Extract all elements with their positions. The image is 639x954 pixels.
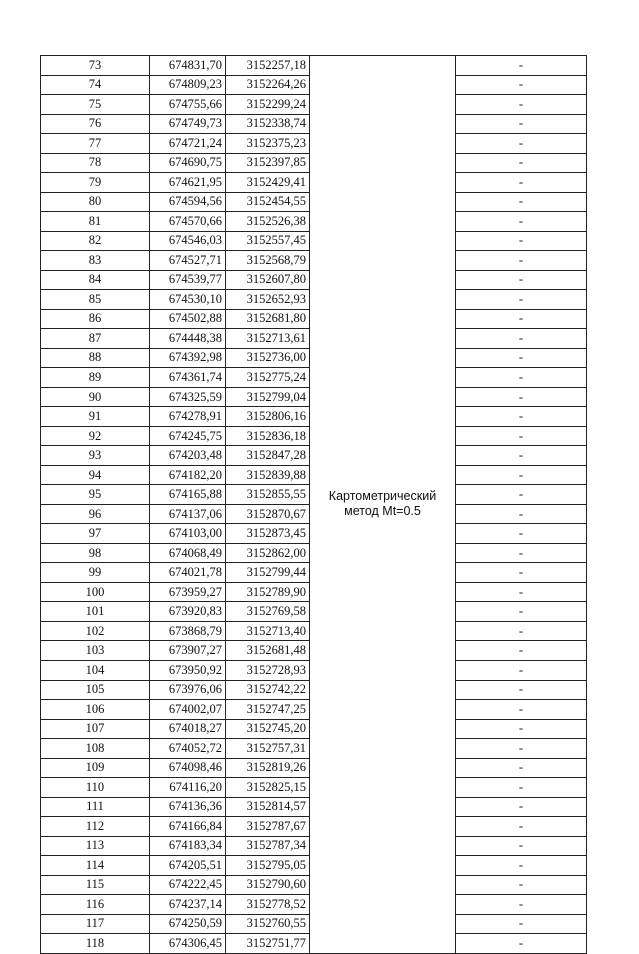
note-cell: -	[456, 465, 587, 485]
x-coordinate-cell: 674018,27	[150, 719, 226, 739]
y-coordinate-cell: 3152713,40	[226, 621, 310, 641]
x-coordinate-cell: 673976,06	[150, 680, 226, 700]
note-cell: -	[456, 348, 587, 368]
x-coordinate-cell: 674448,38	[150, 329, 226, 349]
point-number-cell: 99	[41, 563, 150, 583]
point-number-cell: 116	[41, 895, 150, 915]
x-coordinate-cell: 674245,75	[150, 426, 226, 446]
x-coordinate-cell: 674527,71	[150, 251, 226, 271]
y-coordinate-cell: 3152847,28	[226, 446, 310, 466]
x-coordinate-cell: 674182,20	[150, 465, 226, 485]
x-coordinate-cell: 674103,00	[150, 524, 226, 544]
point-number-cell: 95	[41, 485, 150, 505]
point-number-cell: 112	[41, 817, 150, 837]
y-coordinate-cell: 3152789,90	[226, 582, 310, 602]
note-cell: -	[456, 426, 587, 446]
note-cell: -	[456, 582, 587, 602]
note-cell: -	[456, 192, 587, 212]
point-number-cell: 110	[41, 778, 150, 798]
point-number-cell: 86	[41, 309, 150, 329]
note-cell: -	[456, 758, 587, 778]
note-cell: -	[456, 602, 587, 622]
point-number-cell: 96	[41, 504, 150, 524]
x-coordinate-cell: 674749,73	[150, 114, 226, 134]
x-coordinate-cell: 674721,24	[150, 134, 226, 154]
x-coordinate-cell: 674165,88	[150, 485, 226, 505]
y-coordinate-cell: 3152819,26	[226, 758, 310, 778]
x-coordinate-cell: 674594,56	[150, 192, 226, 212]
x-coordinate-cell: 674831,70	[150, 56, 226, 76]
point-number-cell: 108	[41, 739, 150, 759]
point-number-cell: 118	[41, 934, 150, 954]
y-coordinate-cell: 3152760,55	[226, 914, 310, 934]
point-number-cell: 106	[41, 700, 150, 720]
note-cell: -	[456, 368, 587, 388]
note-cell: -	[456, 895, 587, 915]
point-number-cell: 87	[41, 329, 150, 349]
note-cell: -	[456, 309, 587, 329]
point-number-cell: 81	[41, 212, 150, 232]
y-coordinate-cell: 3152526,38	[226, 212, 310, 232]
note-cell: -	[456, 387, 587, 407]
y-coordinate-cell: 3152787,34	[226, 836, 310, 856]
y-coordinate-cell: 3152257,18	[226, 56, 310, 76]
note-cell: -	[456, 56, 587, 76]
point-number-cell: 103	[41, 641, 150, 661]
x-coordinate-cell: 674546,03	[150, 231, 226, 251]
point-number-cell: 75	[41, 95, 150, 115]
note-cell: -	[456, 329, 587, 349]
x-coordinate-cell: 674690,75	[150, 153, 226, 173]
y-coordinate-cell: 3152799,04	[226, 387, 310, 407]
x-coordinate-cell: 674183,34	[150, 836, 226, 856]
point-number-cell: 100	[41, 582, 150, 602]
x-coordinate-cell: 674237,14	[150, 895, 226, 915]
point-number-cell: 109	[41, 758, 150, 778]
point-number-cell: 102	[41, 621, 150, 641]
y-coordinate-cell: 3152375,23	[226, 134, 310, 154]
y-coordinate-cell: 3152839,88	[226, 465, 310, 485]
x-coordinate-cell: 674002,07	[150, 700, 226, 720]
point-number-cell: 78	[41, 153, 150, 173]
y-coordinate-cell: 3152568,79	[226, 251, 310, 271]
x-coordinate-cell: 674278,91	[150, 407, 226, 427]
x-coordinate-cell: 674052,72	[150, 739, 226, 759]
point-number-cell: 79	[41, 173, 150, 193]
point-number-cell: 73	[41, 56, 150, 76]
note-cell: -	[456, 407, 587, 427]
point-number-cell: 98	[41, 543, 150, 563]
y-coordinate-cell: 3152454,55	[226, 192, 310, 212]
point-number-cell: 107	[41, 719, 150, 739]
point-number-cell: 90	[41, 387, 150, 407]
x-coordinate-cell: 674166,84	[150, 817, 226, 837]
x-coordinate-cell: 673959,27	[150, 582, 226, 602]
y-coordinate-cell: 3152338,74	[226, 114, 310, 134]
y-coordinate-cell: 3152757,31	[226, 739, 310, 759]
point-number-cell: 114	[41, 856, 150, 876]
x-coordinate-cell: 674306,45	[150, 934, 226, 954]
point-number-cell: 92	[41, 426, 150, 446]
point-number-cell: 117	[41, 914, 150, 934]
note-cell: -	[456, 934, 587, 954]
y-coordinate-cell: 3152769,58	[226, 602, 310, 622]
note-cell: -	[456, 797, 587, 817]
x-coordinate-cell: 674250,59	[150, 914, 226, 934]
coordinates-table	[40, 55, 587, 954]
y-coordinate-cell: 3152778,52	[226, 895, 310, 915]
note-cell: -	[456, 446, 587, 466]
y-coordinate-cell: 3152607,80	[226, 270, 310, 290]
point-number-cell: 85	[41, 290, 150, 310]
y-coordinate-cell: 3152397,85	[226, 153, 310, 173]
x-coordinate-cell: 674502,88	[150, 309, 226, 329]
note-cell: -	[456, 290, 587, 310]
table-row	[41, 56, 587, 76]
note-cell: -	[456, 153, 587, 173]
y-coordinate-cell: 3152775,24	[226, 368, 310, 388]
point-number-cell: 93	[41, 446, 150, 466]
y-coordinate-cell: 3152795,05	[226, 856, 310, 876]
y-coordinate-cell: 3152814,57	[226, 797, 310, 817]
x-coordinate-cell: 674021,78	[150, 563, 226, 583]
note-cell: -	[456, 719, 587, 739]
note-cell: -	[456, 875, 587, 895]
x-coordinate-cell: 674098,46	[150, 758, 226, 778]
x-coordinate-cell: 674203,48	[150, 446, 226, 466]
point-number-cell: 115	[41, 875, 150, 895]
note-cell: -	[456, 212, 587, 232]
note-cell: -	[456, 485, 587, 505]
y-coordinate-cell: 3152742,22	[226, 680, 310, 700]
note-cell: -	[456, 75, 587, 95]
note-cell: -	[456, 680, 587, 700]
x-coordinate-cell: 674621,95	[150, 173, 226, 193]
x-coordinate-cell: 674137,06	[150, 504, 226, 524]
x-coordinate-cell: 674222,45	[150, 875, 226, 895]
y-coordinate-cell: 3152652,93	[226, 290, 310, 310]
x-coordinate-cell: 673868,79	[150, 621, 226, 641]
y-coordinate-cell: 3152713,61	[226, 329, 310, 349]
note-cell: -	[456, 270, 587, 290]
x-coordinate-cell: 673920,83	[150, 602, 226, 622]
point-number-cell: 77	[41, 134, 150, 154]
y-coordinate-cell: 3152870,67	[226, 504, 310, 524]
y-coordinate-cell: 3152429,41	[226, 173, 310, 193]
x-coordinate-cell: 674361,74	[150, 368, 226, 388]
note-cell: -	[456, 251, 587, 271]
note-cell: -	[456, 231, 587, 251]
point-number-cell: 94	[41, 465, 150, 485]
note-cell: -	[456, 856, 587, 876]
y-coordinate-cell: 3152873,45	[226, 524, 310, 544]
point-number-cell: 97	[41, 524, 150, 544]
point-number-cell: 101	[41, 602, 150, 622]
note-cell: -	[456, 543, 587, 563]
point-number-cell: 80	[41, 192, 150, 212]
x-coordinate-cell: 674539,77	[150, 270, 226, 290]
y-coordinate-cell: 3152681,80	[226, 309, 310, 329]
coordinates-table-body	[41, 56, 587, 954]
y-coordinate-cell: 3152681,48	[226, 641, 310, 661]
point-number-cell: 91	[41, 407, 150, 427]
y-coordinate-cell: 3152836,18	[226, 426, 310, 446]
y-coordinate-cell: 3152855,55	[226, 485, 310, 505]
point-number-cell: 83	[41, 251, 150, 271]
y-coordinate-cell: 3152825,15	[226, 778, 310, 798]
point-number-cell: 74	[41, 75, 150, 95]
y-coordinate-cell: 3152728,93	[226, 660, 310, 680]
note-cell: -	[456, 173, 587, 193]
point-number-cell: 82	[41, 231, 150, 251]
note-cell: -	[456, 504, 587, 524]
x-coordinate-cell: 674205,51	[150, 856, 226, 876]
y-coordinate-cell: 3152745,20	[226, 719, 310, 739]
y-coordinate-cell: 3152862,00	[226, 543, 310, 563]
note-cell: -	[456, 134, 587, 154]
x-coordinate-cell: 674116,20	[150, 778, 226, 798]
note-cell: -	[456, 660, 587, 680]
point-number-cell: 84	[41, 270, 150, 290]
x-coordinate-cell: 674136,36	[150, 797, 226, 817]
y-coordinate-cell: 3152790,60	[226, 875, 310, 895]
note-cell: -	[456, 621, 587, 641]
x-coordinate-cell: 674530,10	[150, 290, 226, 310]
y-coordinate-cell: 3152264,26	[226, 75, 310, 95]
note-cell: -	[456, 778, 587, 798]
note-cell: -	[456, 95, 587, 115]
point-number-cell: 88	[41, 348, 150, 368]
y-coordinate-cell: 3152787,67	[226, 817, 310, 837]
point-number-cell: 76	[41, 114, 150, 134]
point-number-cell: 104	[41, 660, 150, 680]
note-cell: -	[456, 739, 587, 759]
x-coordinate-cell: 674325,59	[150, 387, 226, 407]
x-coordinate-cell: 673907,27	[150, 641, 226, 661]
y-coordinate-cell: 3152299,24	[226, 95, 310, 115]
x-coordinate-cell: 674392,98	[150, 348, 226, 368]
y-coordinate-cell: 3152557,45	[226, 231, 310, 251]
point-number-cell: 113	[41, 836, 150, 856]
note-cell: -	[456, 563, 587, 583]
note-cell: -	[456, 641, 587, 661]
note-cell: -	[456, 836, 587, 856]
note-cell: -	[456, 914, 587, 934]
y-coordinate-cell: 3152736,00	[226, 348, 310, 368]
x-coordinate-cell: 674809,23	[150, 75, 226, 95]
y-coordinate-cell: 3152751,77	[226, 934, 310, 954]
note-cell: -	[456, 817, 587, 837]
point-number-cell: 105	[41, 680, 150, 700]
point-number-cell: 111	[41, 797, 150, 817]
x-coordinate-cell: 673950,92	[150, 660, 226, 680]
y-coordinate-cell: 3152806,16	[226, 407, 310, 427]
y-coordinate-cell: 3152747,25	[226, 700, 310, 720]
x-coordinate-cell: 674755,66	[150, 95, 226, 115]
x-coordinate-cell: 674570,66	[150, 212, 226, 232]
y-coordinate-cell: 3152799,44	[226, 563, 310, 583]
x-coordinate-cell: 674068,49	[150, 543, 226, 563]
note-cell: -	[456, 114, 587, 134]
method-cell: Картометрический метод Mt=0.5	[310, 56, 456, 954]
note-cell: -	[456, 524, 587, 544]
note-cell: -	[456, 700, 587, 720]
point-number-cell: 89	[41, 368, 150, 388]
